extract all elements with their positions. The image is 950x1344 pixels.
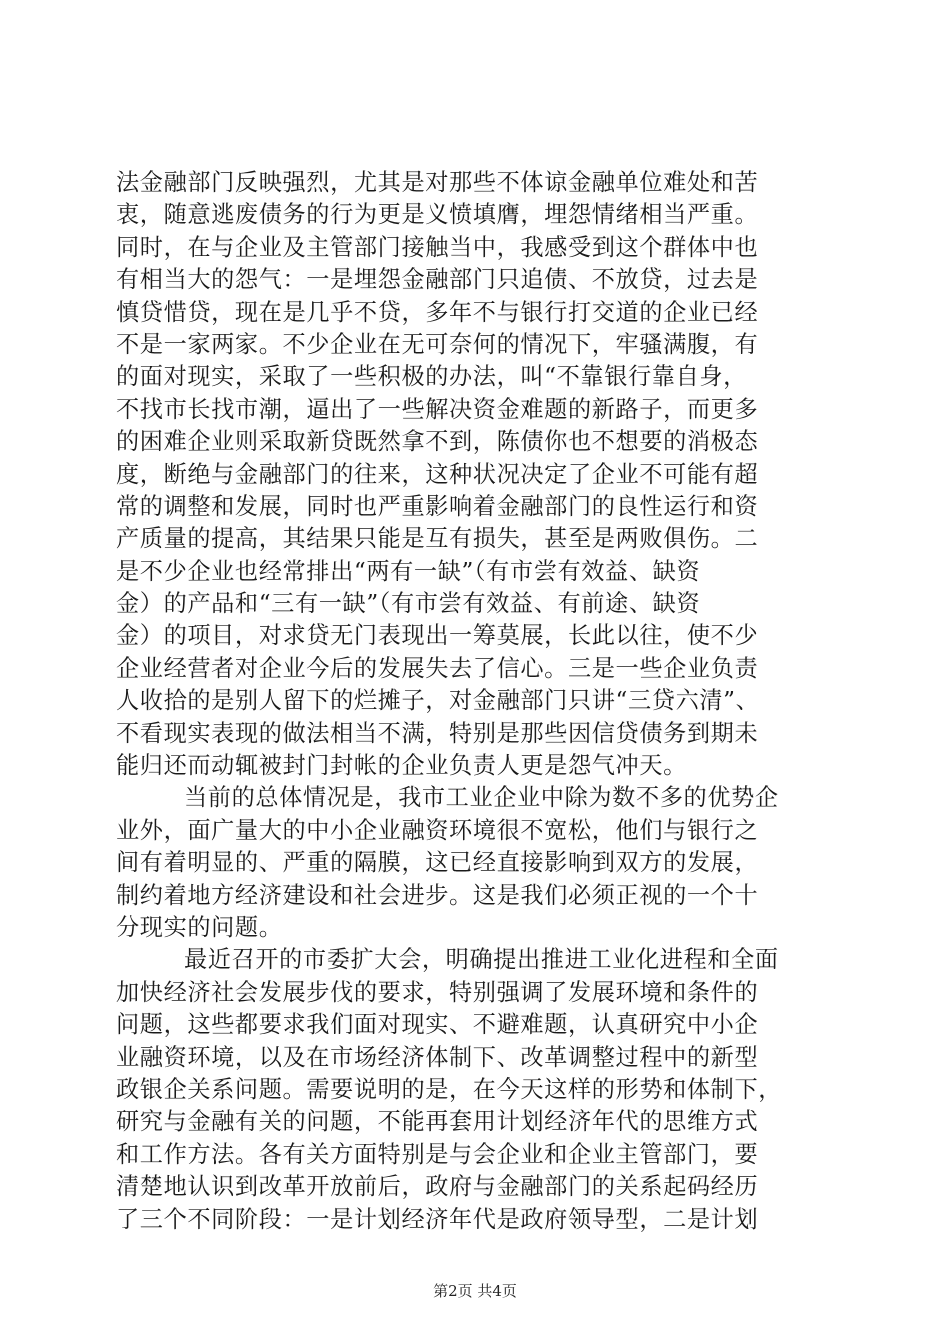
text-line: 研究与金融有关的问题，不能再套用计划经济年代的思维方式 — [116, 1108, 759, 1136]
text-line: 间有着明显的、严重的隔膜，这已经直接影响到双方的发展， — [116, 849, 759, 877]
text-line: 不是一家两家。不少企业在无可奈何的情况下，牢骚满腹，有 — [116, 330, 759, 358]
paragraph-start-line: 当前的总体情况是，我市工业企业中除为数不多的优势企 — [184, 784, 779, 812]
page-footer — [0, 1280, 950, 1301]
text-line: 不找市长找市潮，逼出了一些解决资金难题的新路子，而更多 — [116, 395, 759, 423]
text-line: 慎贷惜贷，现在是几乎不贷，多年不与银行打交道的企业已经 — [116, 298, 759, 326]
text-line: 了三个不同阶段：一是计划经济年代是政府领导型，二是计划 — [116, 1205, 759, 1233]
text-line: 金）的产品和“三有一缺”（有市尝有效益、有前途、缺资 — [116, 590, 701, 618]
text-line: 问题，这些都要求我们面对现实、不避难题，认真研究中小企 — [116, 1011, 759, 1039]
text-line: 制约着地方经济建设和社会进步。这是我们必须正视的一个十 — [116, 881, 759, 909]
text-line: 同时，在与企业及主管部门接触当中，我感受到这个群体中也 — [116, 233, 759, 261]
text-line: 政银企关系问题。需要说明的是，在今天这样的形势和体制下， — [116, 1075, 783, 1103]
text-line: 衷，随意逃废债务的行为更是义愤填膺，埋怨情绪相当严重。 — [116, 201, 759, 229]
text-line: 和工作方法。各有关方面特别是与会企业和企业主管部门，要 — [116, 1140, 759, 1168]
text-line: 度，断绝与金融部门的往来，这种状况决定了企业不可能有超 — [116, 460, 759, 488]
text-line: 企业经营者对企业今后的发展失去了信心。三是一些企业负责 — [116, 654, 759, 682]
text-line: 人收拾的是别人留下的烂摊子，对金融部门只讲“三贷六清”、 — [116, 687, 760, 715]
text-line: 加快经济社会发展步伐的要求，特别强调了发展环境和条件的 — [116, 978, 759, 1006]
text-line: 常的调整和发展，同时也严重影响着金融部门的良性运行和资 — [116, 492, 759, 520]
text-line: 能归还而动辄被封门封帐的企业负责人更是怨气冲天。 — [116, 752, 687, 780]
body-text — [116, 167, 836, 1236]
text-line: 业外，面广量大的中小企业融资环境很不宽松，他们与银行之 — [116, 816, 759, 844]
text-line: 是不少企业也经常排出“两有一缺”（有市尝有效益、缺资 — [116, 557, 701, 585]
text-line: 产质量的提高，其结果只能是互有损失，甚至是两败俱伤。二 — [116, 525, 759, 553]
page-number-label: 第2页 共4页 — [433, 1282, 517, 1300]
text-line: 清楚地认识到改革开放前后，政府与金融部门的关系起码经历 — [116, 1173, 759, 1201]
text-line: 分现实的问题。 — [116, 913, 283, 941]
text-line: 的面对现实，采取了一些积极的办法，叫“不靠银行靠自身， — [116, 363, 747, 391]
paragraph-start-line: 最近召开的市委扩大会，明确提出推进工业化进程和全面 — [184, 946, 779, 974]
text-line: 业融资环境，以及在市场经济体制下、改革调整过程中的新型 — [116, 1043, 759, 1071]
text-line: 有相当大的怨气：一是埋怨金融部门只追债、不放贷，过去是 — [116, 266, 759, 294]
text-line: 金）的项目，对求贷无门表现出一筹莫展，长此以往，使不少 — [116, 622, 759, 650]
text-line: 法金融部门反映强烈，尤其是对那些不体谅金融单位难处和苦 — [116, 169, 759, 196]
text-line: 不看现实表现的做法相当不满，特别是那些因信贷债务到期未 — [116, 719, 759, 747]
text-line: 的困难企业则采取新贷既然拿不到，陈债你也不想要的消极态 — [116, 428, 759, 456]
